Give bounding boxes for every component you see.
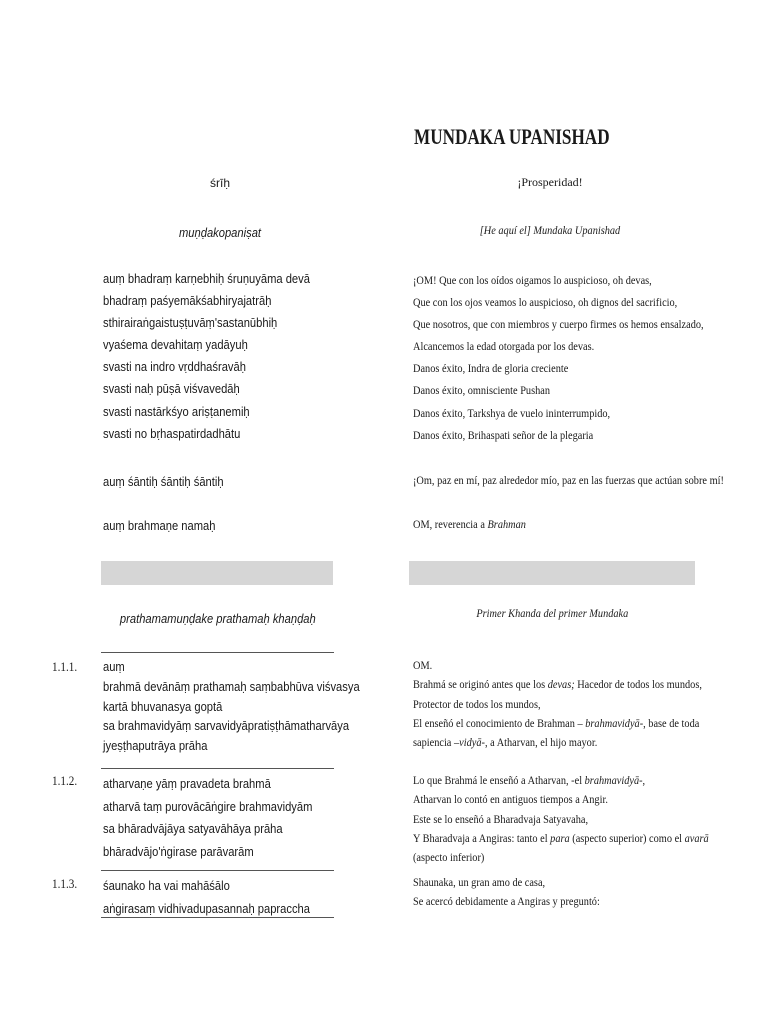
sanskrit-line: atharvā taṃ purovācāṅgire brahmavidyām — [103, 798, 313, 814]
sanskrit-line: svasti na indro vṛddhaśravāḥ — [103, 359, 246, 375]
spanish-line: Y Bharadvaja a Angiras: tanto el para (aspecto superior) como el avarā — [413, 830, 709, 845]
sanskrit-line: bhāradvājo'ṅgirase parāvarām — [103, 843, 254, 859]
spanish-line: Shaunaka, un gran amo de casa, — [413, 875, 546, 889]
page-title: MUNDAKA UPANISHAD — [414, 124, 610, 149]
sanskrit-invocation — [103, 268, 310, 445]
spanish-line: Se acercó debidamente a Angiras y preguntó: — [413, 894, 600, 909]
sanskrit-line: jyeṣṭhaputrāya prāha — [103, 738, 208, 754]
spanish-line: Que nosotros, que con miembros y cuerpo firmes os hemos ensalzado, — [413, 317, 704, 332]
right-divider-bar — [409, 561, 695, 585]
spanish-line: sapiencia –vidyā-, a Atharvan, el hijo mayor. — [413, 735, 598, 750]
prosperity-heading: ¡Prosperidad! — [517, 175, 583, 189]
spanish-line: (aspecto inferior) — [413, 850, 485, 865]
sanskrit-verse-1-1-1 — [103, 657, 360, 756]
sanskrit-line: svasti no bṛhaspatirdadhātu — [103, 425, 241, 441]
spanish-shanti: ¡Om, paz en mí, paz alrededor mío, paz en las fuerzas que actúan sobre mí! — [413, 473, 724, 487]
spanish-line: Atharvan lo contó en antiguos tiempos a Angir. — [413, 792, 608, 807]
spanish-line: Que con los ojos veamos lo auspicioso, oh dignos del sacrificio, — [413, 295, 678, 310]
spanish-line: OM. — [413, 658, 433, 672]
sanskrit-line: sthirairaṅgaistuṣṭuvāṃ'sastanūbhiḥ — [103, 315, 278, 331]
sanskrit-line: sa brahmavidyāṃ sarvavidyāpratiṣṭhāmatharvāya — [103, 718, 350, 734]
spanish-line: Lo que Brahmá le enseñó a Atharvan, -el brahmavidyā-, — [413, 773, 646, 787]
sanskrit-line: aṅgirasaṃ vidhivadupasannaḥ papraccha — [103, 900, 310, 916]
left-divider-bar — [101, 561, 333, 585]
spanish-line: ¡OM! Que con los oídos oigamos lo auspicioso, oh devas, — [413, 273, 652, 287]
spanish-reverence: OM, reverencia a Brahman — [413, 517, 526, 531]
spanish-line: Danos éxito, Tarkshya de vuelo ininterrumpido, — [413, 405, 611, 420]
sri-heading: śrīḥ — [209, 176, 230, 190]
spanish-invocation — [413, 269, 704, 446]
sanskrit-line: auṃ — [103, 659, 125, 674]
spanish-verse-1-1-3 — [413, 873, 600, 912]
sanskrit-line: brahmā devānāṃ prathamaḥ saṃbabhūva viśvasya — [103, 678, 360, 694]
spanish-line: Protector de todos los mundos, — [413, 696, 541, 711]
right-subtitle: [He aquí el] Mundaka Upanishad — [479, 223, 621, 237]
left-subtitle: muṇḍakopaniṣat — [178, 225, 262, 240]
sanskrit-line: atharvaṇe yāṃ pravadeta brahmā — [103, 776, 271, 791]
spanish-verse-1-1-2 — [413, 771, 709, 867]
rule — [101, 870, 334, 871]
sanskrit-line: svasti nastārkśyo ariṣṭanemiḥ — [103, 403, 250, 419]
spanish-line: Danos éxito, omnisciente Pushan — [413, 383, 551, 398]
spanish-line: Danos éxito, Indra de gloria creciente — [413, 361, 569, 376]
left-section-title: prathamamuṇḍake prathamaḥ khaṇḍaḥ — [120, 611, 316, 626]
sanskrit-verse-1-1-2 — [103, 773, 312, 863]
verse-number: 1.1.1. — [52, 659, 78, 674]
spanish-line: Este se lo enseñó a Bharadvaja Satyavaha, — [413, 811, 589, 826]
sanskrit-line: sa bhāradvājāya satyavāhāya prāha — [103, 821, 283, 836]
spanish-line: Danos éxito, Brihaspati señor de la plegaria — [413, 427, 594, 442]
sanskrit-line: auṃ bhadraṃ karṇebhiḥ śruṇuyāma devā — [103, 271, 310, 286]
sanskrit-line: svasti naḥ pūṣā viśvavedāḥ — [103, 381, 240, 397]
spanish-line: El enseñó el conocimiento de Brahman – brahmavidyā-, base de toda — [413, 715, 700, 730]
spanish-verse-1-1-1 — [413, 656, 702, 752]
spanish-line: Brahmá se originó antes que los devas; Hacedor de todos los mundos, — [413, 677, 702, 692]
verse-number: 1.1.2. — [52, 773, 78, 788]
rule — [101, 768, 334, 769]
sanskrit-shanti: auṃ śāntiḥ śāntiḥ śāntiḥ — [103, 474, 224, 489]
sanskrit-namah: auṃ brahmaṇe namaḥ — [103, 518, 216, 533]
verse-number: 1.1.3. — [52, 876, 78, 891]
sanskrit-verse-1-1-3 — [103, 875, 310, 920]
right-section-title: Primer Khanda del primer Mundaka — [476, 606, 628, 620]
sanskrit-line: bhadraṃ paśyemākśabhiryajatrāḥ — [103, 293, 272, 309]
spanish-line: Alcancemos la edad otorgada por los devas. — [413, 339, 595, 354]
sanskrit-line: kartā bhuvanasya goptā — [103, 698, 223, 714]
sanskrit-line: śaunako ha vai mahāśālo — [103, 878, 230, 893]
rule — [101, 652, 334, 653]
sanskrit-line: vyaśema devahitaṃ yadāyuḥ — [103, 337, 248, 353]
